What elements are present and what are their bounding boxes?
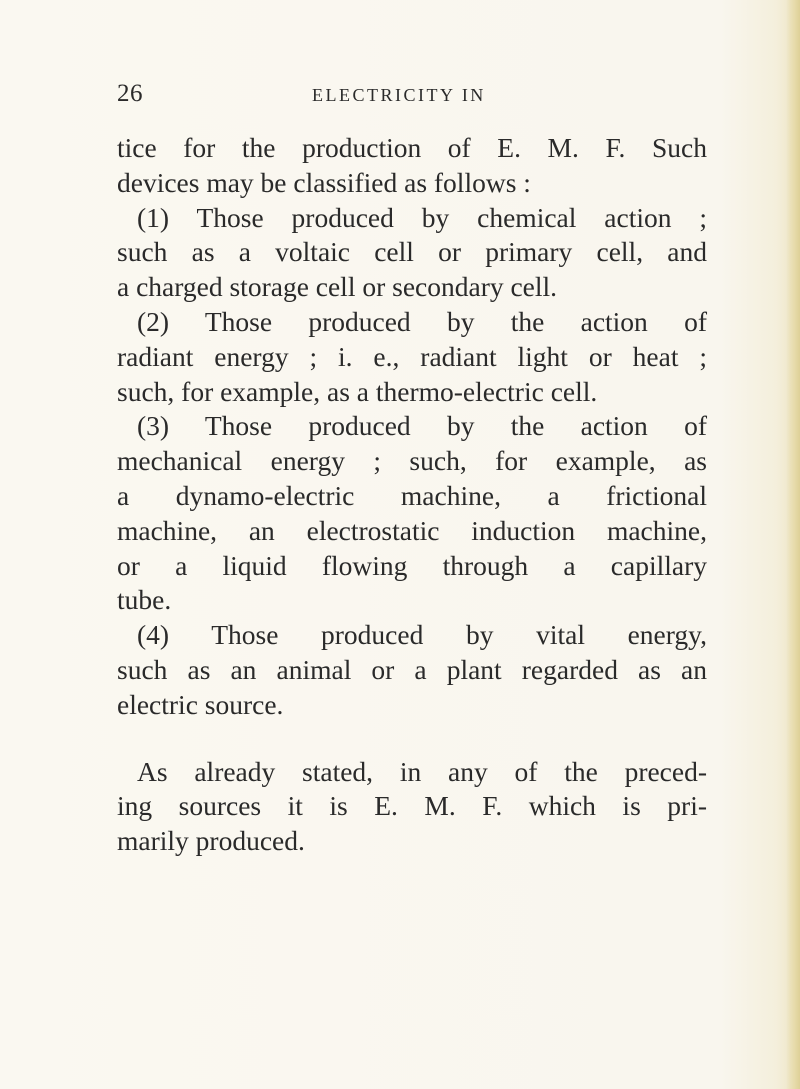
text-line: marily produced.: [117, 825, 305, 857]
text-line: As already stated, in any of the preced-: [137, 755, 707, 787]
text-line: devices may be classified as follows :: [117, 166, 531, 198]
page-edge: [786, 0, 800, 1089]
text-line: mechanical energy ; such, for example, as: [117, 445, 707, 477]
text-line: machine, an electrostatic induction machine,: [117, 514, 707, 546]
text-line: tube.: [117, 584, 172, 616]
text-line: electric source.: [117, 688, 284, 720]
page-header: [117, 80, 707, 110]
text-line: such as an animal or a plant regarded as an: [117, 653, 707, 685]
body-text: [117, 131, 707, 859]
paragraph-conclusion: [117, 755, 707, 859]
text-line: (2) Those produced by the action of: [137, 305, 707, 337]
text-line: (4) Those produced by vital energy,: [137, 619, 707, 651]
text-line: (3) Those produced by the action of: [137, 410, 707, 442]
paragraph-item-2: [117, 305, 707, 409]
text-line: or a liquid flowing through a capillary: [117, 549, 707, 581]
page-number: 26: [117, 80, 143, 107]
text-line: tice for the production of E. M. F. Such: [117, 132, 707, 163]
paragraph-item-3: [117, 409, 707, 618]
paragraph-item-4: [117, 618, 707, 722]
text-line: a charged storage cell or secondary cell.: [117, 271, 558, 303]
paragraph-intro: [117, 131, 707, 201]
text-line: a dynamo-electric machine, a frictional: [117, 479, 707, 511]
paragraph-gap: [117, 723, 707, 755]
text-line: (1) Those produced by chemical action ;: [137, 201, 707, 233]
text-line: ing sources it is E. M. F. which is pri-: [117, 790, 707, 822]
text-line: radiant energy ; i. e., radiant light or heat ;: [117, 340, 707, 372]
running-head: ELECTRICITY IN: [312, 85, 486, 105]
text-line: such, for example, as a thermo-electric cell.: [117, 375, 598, 407]
text-line: such as a voltaic cell or primary cell, and: [117, 236, 707, 268]
paragraph-item-1: [117, 201, 707, 305]
